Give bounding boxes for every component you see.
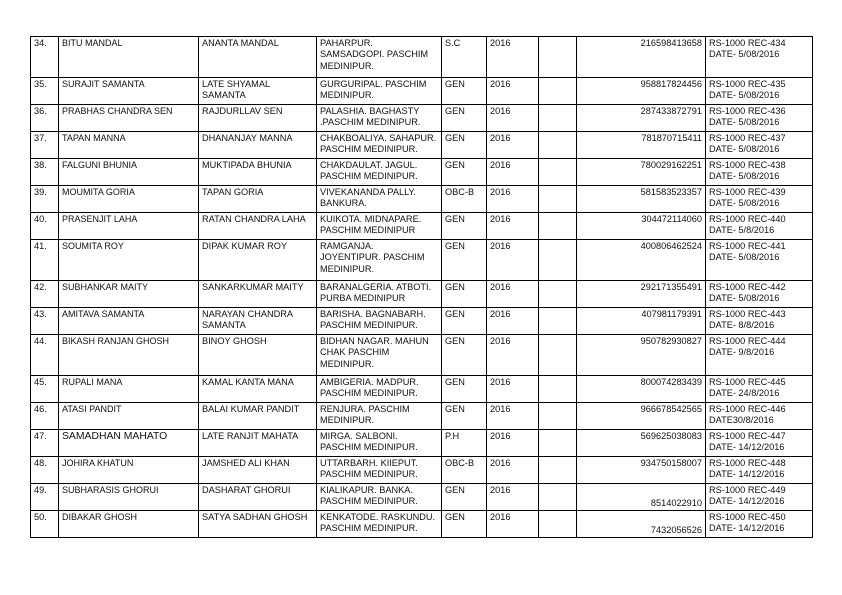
father-name-cell: [199, 213, 317, 240]
account-number-cell: 287433872791: [577, 105, 706, 132]
father-name-cell: [199, 403, 317, 430]
remark-cell-line: RS-1000 REC-449: [709, 485, 786, 495]
year-cell: 2016: [487, 213, 539, 240]
account-number-cell: 581583523357: [577, 186, 706, 213]
category-cell: GEN: [442, 308, 487, 335]
address-cell-line: SAMSADGOPI. PASCHIM: [320, 49, 429, 60]
remark-cell-line: DATE- 5/08/2016: [709, 171, 780, 182]
remark-cell-line: DATE- 5/08/2016: [709, 293, 780, 304]
blank-cell: [539, 376, 577, 403]
remark-cell-line: DATE- 14/12/2016: [709, 523, 785, 534]
blank-cell: [539, 335, 577, 376]
address-cell-line: PASCHIM MEDINIPUR.: [320, 469, 418, 480]
father-name-cell: [199, 240, 317, 281]
table-row: [31, 186, 813, 213]
table-row: [31, 457, 813, 484]
father-name-cell: [199, 105, 317, 132]
name-cell: FALGUNI BHUNIA: [59, 159, 199, 186]
name-cell: SURAJIT SAMANTA: [59, 78, 199, 105]
address-cell: [317, 430, 442, 457]
remark-cell-line: DATE- 5/08/2016: [709, 117, 780, 128]
table-row: [31, 403, 813, 430]
blank-cell: [539, 159, 577, 186]
father-name-cell: [199, 186, 317, 213]
blank-cell: [539, 78, 577, 105]
remark-cell-line: DATE- 5/08/2016: [709, 198, 780, 209]
remark-cell-line: DATE- 14/12/2016: [709, 496, 785, 507]
category-cell: GEN: [442, 240, 487, 281]
account-number-cell: 569625038083: [577, 430, 706, 457]
father-name-cell: [199, 281, 317, 308]
father-name-cell: [199, 430, 317, 457]
year-cell: 2016: [487, 78, 539, 105]
remark-cell: [706, 105, 813, 132]
address-cell-line: MEDINIPUR.: [320, 415, 375, 426]
remark-cell: [706, 78, 813, 105]
father-name-cell-line: SANKARKUMAR MAITY: [202, 282, 304, 292]
remark-cell: [706, 240, 813, 281]
blank-cell: [539, 308, 577, 335]
remark-cell-line: DATE- 5/08/2016: [709, 49, 780, 60]
address-cell-line: PURBA MEDINIPUR: [320, 293, 406, 304]
serial-number-cell: 35.: [31, 78, 59, 105]
category-cell: GEN: [442, 78, 487, 105]
address-cell-line: CHAKDAULAT. JAGUL.: [320, 160, 418, 170]
address-cell: [317, 105, 442, 132]
category-cell: GEN: [442, 511, 487, 538]
address-cell-line: MEDINIPUR.: [320, 263, 375, 274]
blank-cell: [539, 105, 577, 132]
father-name-cell-line: DHANANJAY MANNA: [202, 133, 293, 143]
category-cell: GEN: [442, 376, 487, 403]
account-number-cell: 781870715411: [577, 132, 706, 159]
remark-cell-line: RS-1000 REC-448: [709, 458, 786, 468]
address-cell-line: PASCHIM MEDINIPUR.: [320, 171, 418, 182]
serial-number-cell: 38.: [31, 159, 59, 186]
remark-cell: [706, 213, 813, 240]
name-cell: PRASENJIT LAHA: [59, 213, 199, 240]
name-cell: BITU MANDAL: [59, 37, 199, 78]
address-cell-line: BANKURA.: [320, 198, 367, 209]
remark-cell-line: DATE- 14/12/2016: [709, 442, 785, 453]
remark-cell: [706, 430, 813, 457]
address-cell-line: RAMGANJA.: [320, 241, 374, 251]
remark-cell: [706, 132, 813, 159]
address-cell-line: VIVEKANANDA PALLY.: [320, 187, 417, 197]
category-cell: GEN: [442, 105, 487, 132]
table-row: [31, 430, 813, 457]
address-cell: [317, 511, 442, 538]
address-cell-line: BARANALGERIA. ATBOTI.: [320, 282, 432, 292]
year-cell: 2016: [487, 403, 539, 430]
address-cell: [317, 159, 442, 186]
category-cell: OBC-B: [442, 457, 487, 484]
year-cell: 2016: [487, 484, 539, 511]
address-cell: [317, 308, 442, 335]
father-name-cell-line: LATE RANJIT MAHATA: [202, 431, 299, 441]
year-cell: 2016: [487, 37, 539, 78]
category-cell: S.C: [442, 37, 487, 78]
name-cell: MOUMITA GORIA: [59, 186, 199, 213]
remark-cell: [706, 335, 813, 376]
father-name-cell-line: RAJDURLLAV SEN: [202, 106, 283, 116]
address-cell: [317, 484, 442, 511]
category-cell: GEN: [442, 159, 487, 186]
serial-number-cell: 37.: [31, 132, 59, 159]
remark-cell-line: RS-1000 REC-435: [709, 79, 786, 89]
name-cell: BIKASH RANJAN GHOSH: [59, 335, 199, 376]
address-cell-line: PASCHIM MEDINIPUR.: [320, 496, 418, 507]
remark-cell-line: RS-1000 REC-444: [709, 336, 786, 346]
blank-cell: [539, 186, 577, 213]
year-cell: 2016: [487, 376, 539, 403]
father-name-cell-line: NARAYAN CHANDRA: [202, 309, 294, 319]
name-cell: SUBHARASIS GHORUI: [59, 484, 199, 511]
address-cell-line: MEDINIPUR.: [320, 90, 375, 101]
account-number-cell: 7432056526: [577, 511, 706, 538]
address-cell: [317, 132, 442, 159]
father-name-cell: [199, 159, 317, 186]
year-cell: 2016: [487, 335, 539, 376]
register-rows: [31, 37, 813, 538]
address-cell-line: RENJURA. PASCHIM: [320, 404, 410, 414]
serial-number-cell: 48.: [31, 457, 59, 484]
address-cell: [317, 186, 442, 213]
table-row: [31, 105, 813, 132]
address-cell-line: PASCHIM MEDINIPUR.: [320, 523, 418, 534]
blank-cell: [539, 457, 577, 484]
table-row: [31, 376, 813, 403]
serial-number-cell: 42.: [31, 281, 59, 308]
address-cell-line: KENKATODE. RASKUNDU.: [320, 512, 436, 522]
serial-number-cell: 45.: [31, 376, 59, 403]
father-name-cell-line: JAMSHED ALI KHAN: [202, 458, 290, 468]
father-name-cell-line: SAMANTA: [202, 90, 246, 101]
serial-number-cell: 46.: [31, 403, 59, 430]
father-name-cell-line: MUKTIPADA BHUNIA: [202, 160, 292, 170]
table-row: [31, 213, 813, 240]
account-number-cell: 800074283439: [577, 376, 706, 403]
year-cell: 2016: [487, 281, 539, 308]
account-number-cell: 780029162251: [577, 159, 706, 186]
serial-number-cell: 40.: [31, 213, 59, 240]
remark-cell-line: DATE- 5/8/2016: [709, 225, 775, 236]
father-name-cell-line: DIPAK KUMAR ROY: [202, 241, 288, 251]
remark-cell-line: RS-1000 REC-441: [709, 241, 786, 251]
remark-cell: [706, 308, 813, 335]
address-cell-line: BARISHA. BAGNABARH.: [320, 309, 426, 319]
remark-cell: [706, 376, 813, 403]
table-row: [31, 335, 813, 376]
account-number-cell: 292171355491: [577, 281, 706, 308]
address-cell-line: PASCHIM MEDINIPUR.: [320, 320, 418, 331]
remark-cell: [706, 484, 813, 511]
address-cell: [317, 376, 442, 403]
account-number-cell: 958817824456: [577, 78, 706, 105]
father-name-cell-line: SATYA SADHAN GHOSH: [202, 512, 308, 522]
remark-cell-line: RS-1000 REC-436: [709, 106, 786, 116]
account-number-cell: 950782930827: [577, 335, 706, 376]
category-cell: OBC-B: [442, 186, 487, 213]
address-cell-line: AMBIGERIA. MADPUR.: [320, 377, 419, 387]
name-cell: SUBHANKAR MAITY: [59, 281, 199, 308]
blank-cell: [539, 240, 577, 281]
address-cell-line: KUIKOTA. MIDNAPARE.: [320, 214, 422, 224]
address-cell: [317, 281, 442, 308]
blank-cell: [539, 430, 577, 457]
remark-cell: [706, 457, 813, 484]
father-name-cell: [199, 376, 317, 403]
year-cell: 2016: [487, 308, 539, 335]
table-row: [31, 308, 813, 335]
address-cell: [317, 213, 442, 240]
remark-cell-line: RS-1000 REC-439: [709, 187, 786, 197]
address-cell-line: MEDINIPUR.: [320, 358, 375, 369]
year-cell: 2016: [487, 105, 539, 132]
blank-cell: [539, 37, 577, 78]
account-number-cell: 400806462524: [577, 240, 706, 281]
blank-cell: [539, 132, 577, 159]
year-cell: 2016: [487, 186, 539, 213]
address-cell: [317, 240, 442, 281]
father-name-cell-line: LATE SHYAMAL: [202, 79, 271, 89]
remark-cell: [706, 403, 813, 430]
year-cell: 2016: [487, 430, 539, 457]
blank-cell: [539, 213, 577, 240]
father-name-cell-line: DASHARAT GHORUI: [202, 485, 291, 495]
remark-cell-line: RS-1000 REC-440: [709, 214, 786, 224]
account-number-cell: 966678542565: [577, 403, 706, 430]
year-cell: 2016: [487, 132, 539, 159]
address-cell-line: PASCHIM MEDINIPUR.: [320, 388, 418, 399]
address-cell-line: PASCHIM MEDINIPUR: [320, 225, 416, 236]
category-cell: GEN: [442, 403, 487, 430]
table-row: [31, 511, 813, 538]
serial-number-cell: 39.: [31, 186, 59, 213]
remark-cell-line: DATE- 5/08/2016: [709, 90, 780, 101]
blank-cell: [539, 511, 577, 538]
address-cell-line: .PASCHIM MEDINIPUR.: [320, 117, 421, 128]
father-name-cell: [199, 132, 317, 159]
account-number-cell: 934750158007: [577, 457, 706, 484]
blank-cell: [539, 484, 577, 511]
remark-cell-line: DATE- 9/8/2016: [709, 347, 775, 358]
serial-number-cell: 50.: [31, 511, 59, 538]
remark-cell-line: DATE- 8/8/2016: [709, 320, 775, 331]
account-number-cell: 216598413658: [577, 37, 706, 78]
address-cell-line: PALASHIA. BAGHASTY: [320, 106, 420, 116]
address-cell-line: GURGURIPAL. PASCHIM: [320, 79, 427, 89]
name-cell: PRABHAS CHANDRA SEN: [59, 105, 199, 132]
serial-number-cell: 36.: [31, 105, 59, 132]
account-number-cell: 304472114060: [577, 213, 706, 240]
account-number-cell: 407981179391: [577, 308, 706, 335]
year-cell: 2016: [487, 511, 539, 538]
address-cell-line: CHAKBOALIYA. SAHAPUR.: [320, 133, 437, 143]
serial-number-cell: 34.: [31, 37, 59, 78]
blank-cell: [539, 403, 577, 430]
year-cell: 2016: [487, 240, 539, 281]
year-cell: 2016: [487, 159, 539, 186]
category-cell: GEN: [442, 132, 487, 159]
table-row: [31, 240, 813, 281]
address-cell-line: BIDHAN NAGAR. MAHUN: [320, 336, 429, 346]
father-name-cell-line: TAPAN GORIA: [202, 187, 264, 197]
father-name-cell: [199, 78, 317, 105]
remark-cell: [706, 37, 813, 78]
remark-cell: [706, 159, 813, 186]
remark-cell-line: DATE- 14/12/2016: [709, 469, 785, 480]
address-cell-line: PASCHIM MEDINIPUR.: [320, 144, 418, 155]
table-row: [31, 78, 813, 105]
remark-cell-line: RS-1000 REC-450: [709, 512, 786, 522]
father-name-cell-line: ANANTA MANDAL: [202, 38, 279, 48]
remark-cell-line: RS-1000 REC-434: [709, 38, 786, 48]
name-cell: DIBAKAR GHOSH: [59, 511, 199, 538]
remark-cell-line: DATE- 5/08/2016: [709, 144, 780, 155]
address-cell: [317, 37, 442, 78]
name-cell: AMITAVA SAMANTA: [59, 308, 199, 335]
table-row: [31, 281, 813, 308]
father-name-cell-line: SAMANTA: [202, 320, 246, 331]
table-row: [31, 37, 813, 78]
father-name-cell: [199, 37, 317, 78]
category-cell: GEN: [442, 281, 487, 308]
address-cell: [317, 78, 442, 105]
father-name-cell-line: KAMAL KANTA MANA: [202, 377, 294, 387]
father-name-cell-line: RATAN CHANDRA LAHA: [202, 214, 306, 224]
category-cell: P.H: [442, 430, 487, 457]
remark-cell-line: RS-1000 REC-443: [709, 309, 786, 319]
remark-cell-line: RS-1000 REC-445: [709, 377, 786, 387]
category-cell: GEN: [442, 484, 487, 511]
father-name-cell-line: BINOY GHOSH: [202, 336, 267, 346]
blank-cell: [539, 281, 577, 308]
account-number-cell: 8514022910: [577, 484, 706, 511]
address-cell-line: MEDINIPUR.: [320, 60, 375, 71]
remark-cell-line: DATE- 5/08/2016: [709, 252, 780, 263]
register-table: [30, 36, 813, 538]
address-cell-line: PAHARPUR.: [320, 38, 373, 48]
remark-cell-line: RS-1000 REC-442: [709, 282, 786, 292]
father-name-cell: [199, 335, 317, 376]
remark-cell-line: RS-1000 REC-446: [709, 404, 786, 414]
father-name-cell-line: BALAI KUMAR PANDIT: [202, 404, 300, 414]
address-cell: [317, 335, 442, 376]
year-cell: 2016: [487, 457, 539, 484]
father-name-cell: [199, 308, 317, 335]
name-cell: TAPAN MANNA: [59, 132, 199, 159]
remark-cell: [706, 186, 813, 213]
remark-cell-line: DATE30/8/2016: [709, 415, 774, 426]
serial-number-cell: 43.: [31, 308, 59, 335]
serial-number-cell: 49.: [31, 484, 59, 511]
father-name-cell: [199, 511, 317, 538]
address-cell-line: JOYENTIPUR. PASCHIM: [320, 252, 425, 263]
address-cell-line: UTTARBARH. KIIEPUT.: [320, 458, 418, 468]
name-cell: RUPALI MANA: [59, 376, 199, 403]
name-cell: SOUMITA ROY: [59, 240, 199, 281]
serial-number-cell: 44.: [31, 335, 59, 376]
remark-cell-line: DATE- 24/8/2016: [709, 388, 780, 399]
father-name-cell: [199, 457, 317, 484]
serial-number-cell: 47.: [31, 430, 59, 457]
table-row: [31, 132, 813, 159]
address-cell-line: MIRGA. SALBONI.: [320, 431, 398, 441]
name-cell: SAMADHAN MAHATO: [59, 430, 199, 457]
remark-cell-line: RS-1000 REC-438: [709, 160, 786, 170]
table-row: [31, 159, 813, 186]
address-cell-line: PASCHIM MEDINIPUR.: [320, 442, 418, 453]
father-name-cell: [199, 484, 317, 511]
remark-cell-line: RS-1000 REC-437: [709, 133, 786, 143]
address-cell: [317, 457, 442, 484]
address-cell-line: CHAK PASCHIM: [320, 347, 390, 358]
name-cell: JOHIRA KHATUN: [59, 457, 199, 484]
name-cell: ATASI PANDIT: [59, 403, 199, 430]
category-cell: GEN: [442, 213, 487, 240]
remark-cell: [706, 511, 813, 538]
table-row: [31, 484, 813, 511]
remark-cell: [706, 281, 813, 308]
serial-number-cell: 41.: [31, 240, 59, 281]
address-cell: [317, 403, 442, 430]
address-cell-line: KIALIKAPUR. BANKA.: [320, 485, 413, 495]
category-cell: GEN: [442, 335, 487, 376]
remark-cell-line: RS-1000 REC-447: [709, 431, 786, 441]
